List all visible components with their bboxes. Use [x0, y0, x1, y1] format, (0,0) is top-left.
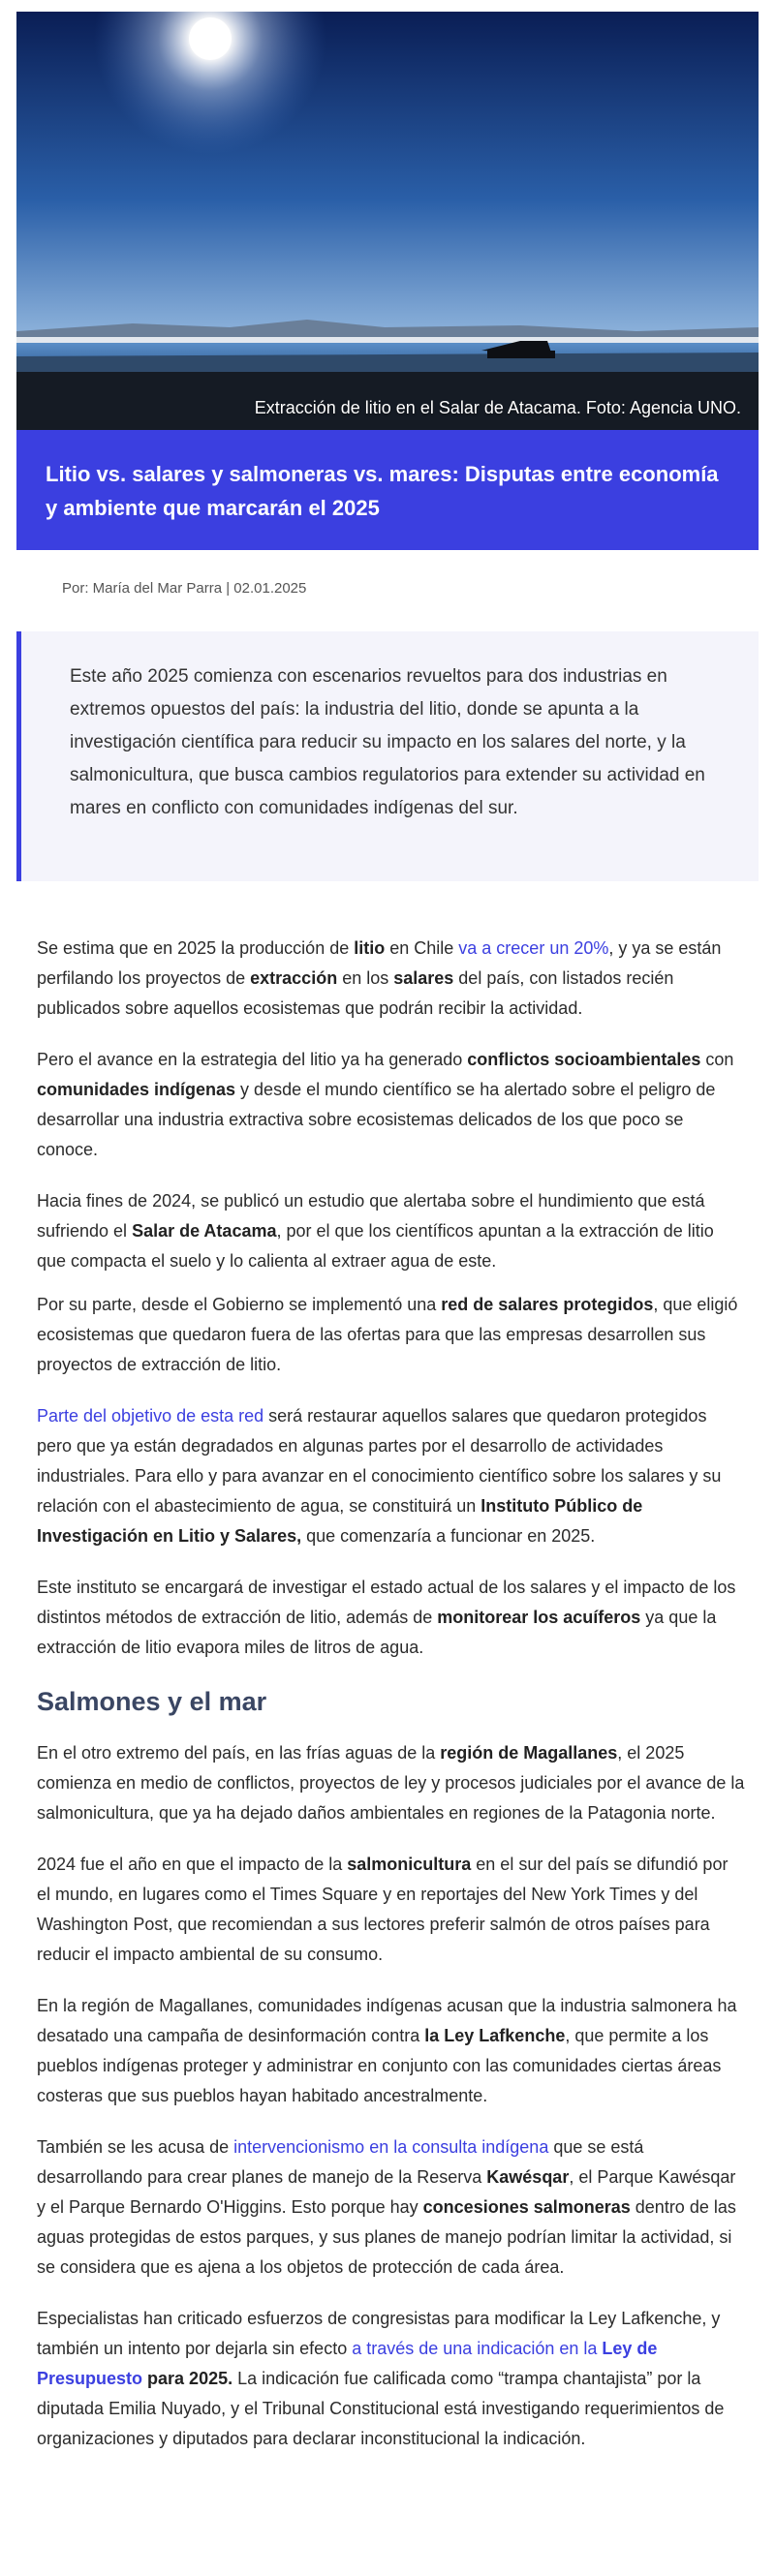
- paragraph: Este instituto se encargará de investigar el estado actual de los salares y el impacto de los distintos métodos de extracción de litio, además de monitorear los acuíferos ya que la extracción de litio evapora miles de litros de agua.: [37, 1578, 736, 1657]
- paragraph: Pero el avance en la estrategia del litio ya ha generado conflictos socioambientales con comunidades indígenas y desde el mundo científico se ha alertado sobre el peligro de desarrollar una industria extractiva sobre ecosistemas delicados de los que poco se conoce.: [37, 1050, 734, 1159]
- link-budget-law[interactable]: Ley de Presupuesto: [37, 2339, 658, 2388]
- summary-text: Este año 2025 comienza con escenarios revueltos para dos industrias en extremos opuestos del país: la industria del litio, donde se apunta a la investigación científica para reducir su impacto en los salares del norte, y la salmonicultura, que busca cambios regulatorios para extender su actividad en mares en conflicto con comunidades indígenas del sur.: [70, 666, 705, 818]
- section-heading: Salmones y el mar: [37, 1687, 267, 1716]
- title-banner: [16, 430, 759, 550]
- paragraph: Parte del objetivo de esta red será restaurar aquellos salares que quedaron protegidos pero que ya están degradados en algunas partes por el desarrollo de actividades industriales. Para ello y para avanzar en el conocimiento científico sobre los salares y su relación con el abastecimiento de agua, se constituirá un Instituto Público de Investigación en Litio y Salares, que comenzaría a funcionar en 2025.: [37, 1406, 722, 1546]
- link-network-objective[interactable]: Parte del objetivo de esta red: [37, 1406, 264, 1426]
- paragraph: Se estima que en 2025 la producción de litio en Chile va a crecer un 20%, y ya se están perfilando los proyectos de extracción en los salares del país, con listados recién publicados sobre aquellos ecosistemas que podrán recibir la actividad.: [37, 938, 722, 1018]
- paragraph: Especialistas han criticado esfuerzos de congresistas para modificar la Ley Lafkenche, y también un intento por dejarla sin efecto a través de una indicación en la Ley de Presupuesto para 2025. La indicación fue calificada como “trampa chantajista” por la diputada Emilia Nuyado, y el Tribunal Constitucional está investigando requerimientos de organizaciones y diputados para declarar inconstitucional la indicación.: [37, 2309, 725, 2448]
- salar-photo: [16, 12, 759, 430]
- link-budget-indication[interactable]: a través de una indicación en la: [352, 2339, 603, 2358]
- paragraph: En el otro extremo del país, en las frías aguas de la región de Magallanes, el 2025 comienza en medio de conflictos, proyectos de ley y procesos judiciales por el avance de la salmonicultura, que ya ha dejado daños ambientales en regiones de la Patagonia norte.: [37, 1743, 745, 1823]
- photo-caption: Extracción de litio en el Salar de Atacama. Foto: Agencia UNO.: [254, 398, 741, 417]
- article-title: Litio vs. salares y salmoneras vs. mares: Disputas entre economía y ambiente que marcarán el 2025: [46, 462, 719, 520]
- byline: Por: María del Mar Parra | 02.01.2025: [62, 580, 307, 597]
- paragraph: 2024 fue el año en que el impacto de la salmonicultura en el sur del país se difundió por el mundo, en lugares como el Times Square y en reportajes del New York Times y del Washington Post, que recomiendan a sus lectores preferir salmón de otros países para reducir el impacto ambiental de su consumo.: [37, 1855, 728, 1964]
- summary-box: [16, 631, 759, 881]
- paragraph: En la región de Magallanes, comunidades indígenas acusan que la industria salmonera ha desatado una campaña de desinformación contra la Ley Lafkenche, que permite a los pueblos indígenas proteger y administrar en conjunto con las comunidades ciertas áreas costeras que sus pueblos hayan habitado ancestralmente.: [37, 1996, 737, 2105]
- paragraph: También se les acusa de intervencionismo en la consulta indígena que se está desarrollando para crear planes de manejo de la Reserva Kawésqar, el Parque Kawésqar y el Parque Bernardo O'Higgins. Esto porque hay concesiones salmoneras dentro de las aguas protegidas de estos parques, y sus planes de manejo podrían limitar la actividad, si se considera que es ajena a los objetos de protección de cada área.: [37, 2137, 736, 2277]
- paragraph: Hacia fines de 2024, se publicó un estudio que alertaba sobre el hundimiento que está sufriendo el Salar de Atacama, por el que los científicos apuntan a la extracción de litio que compacta el suelo y lo calienta al extraer agua de este.: [37, 1191, 714, 1271]
- paragraph: Por su parte, desde el Gobierno se implementó una red de salares protegidos, que eligió ecosistemas que quedaron fuera de las ofertas para que las empresas desarrollen sus proyectos de extracción de litio.: [37, 1295, 738, 1374]
- link-lithium-growth[interactable]: va a crecer un 20%: [458, 938, 609, 958]
- article-body: [37, 934, 746, 2468]
- hero-image: [16, 12, 759, 430]
- link-indigenous-consultation[interactable]: intervencionismo en la consulta indígena: [233, 2137, 549, 2157]
